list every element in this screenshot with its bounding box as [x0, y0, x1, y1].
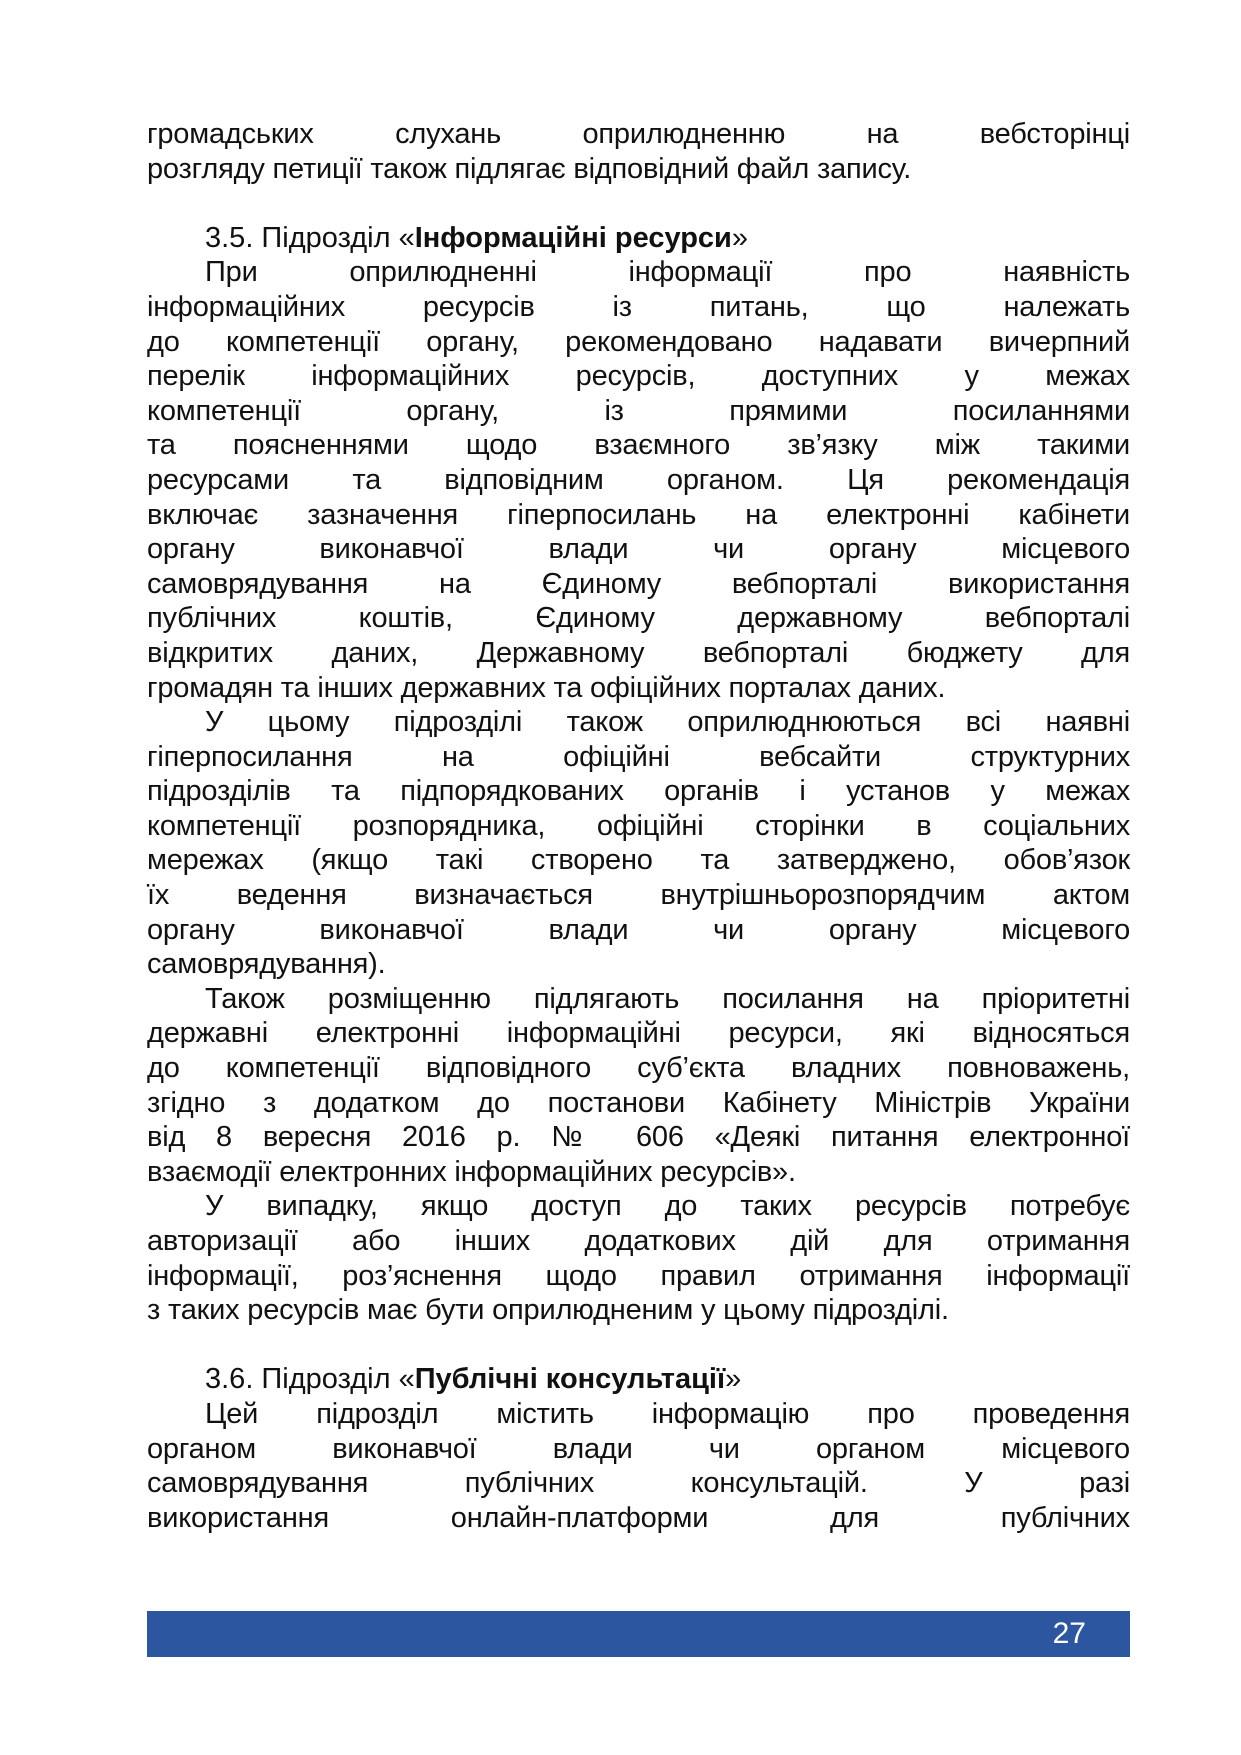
text-line: При оприлюдненні інформації про наявність: [205, 256, 1130, 289]
text-line: згідно з додатком до постанови Кабінету Міністрів України: [147, 1086, 1130, 1119]
text-line: від 8 вересня 2016 р. № 606 «Деякі питання електронної: [147, 1121, 1130, 1154]
footer-bar: [147, 1611, 1130, 1657]
text-line: інформації, роз’яснення щодо правил отримання інформації: [147, 1259, 1130, 1292]
heading-suffix: »: [725, 1363, 742, 1396]
text-line: перелік інформаційних ресурсів, доступних у межах: [147, 360, 1130, 393]
paragraph: [147, 1397, 1130, 1535]
text-line: включає зазначення гіперпосилань на електронні кабінети: [147, 498, 1130, 531]
text-line: самоврядування).: [147, 948, 386, 981]
text-line: мережах (якщо такі створено та затверджено, обов’язок: [147, 844, 1130, 877]
text-line: розгляду петиції також підлягає відповідний файл запису.: [147, 152, 912, 185]
text-line: інформаційних ресурсів із питань, що належать: [147, 290, 1130, 323]
text-line: використання онлайн-платформи для публічних: [147, 1501, 1130, 1534]
text-line: самоврядування публічних консультацій. У разі: [147, 1467, 1130, 1500]
text-line: Цей підрозділ містить інформацію про проведення: [205, 1397, 1130, 1430]
text-line: Також розміщенню підлягають посилання на пріоритетні: [205, 982, 1130, 1015]
spacer: [147, 186, 1130, 221]
text-line: їх ведення визначається внутрішньорозпорядчим актом: [147, 879, 1130, 912]
heading-title: Інформаційні ресурси: [414, 221, 732, 254]
text-line: відкритих даних, Державному вебпорталі бюджету для: [147, 636, 1130, 669]
document-page: [147, 117, 1130, 1535]
text-line: та поясненнями щодо взаємного зв’язку між такими: [147, 429, 1130, 462]
text-line: самоврядування на Єдиному вебпорталі використання: [147, 567, 1130, 600]
paragraph: [147, 1189, 1130, 1327]
text-line: органом виконавчої влади чи органом місцевого: [147, 1432, 1130, 1465]
text-line: органу виконавчої влади чи органу місцевого: [147, 533, 1130, 566]
text-line: У випадку, якщо доступ до таких ресурсів потребує: [205, 1190, 1130, 1223]
heading-prefix: 3.6. Підрозділ «: [205, 1363, 415, 1396]
heading-title: Публічні консультації: [414, 1363, 726, 1396]
text-line: гіперпосилання на офіційні вебсайти структурних: [147, 740, 1130, 773]
heading-suffix: »: [731, 221, 749, 254]
text-line: публічних коштів, Єдиному державному вебпорталі: [147, 602, 1130, 635]
section-heading-3-5: [147, 221, 1130, 256]
heading-prefix: 3.5. Підрозділ «: [205, 221, 415, 254]
page-number: 27: [1052, 1617, 1086, 1650]
text-line: підрозділів та підпорядкованих органів і установ у межах: [147, 775, 1130, 808]
paragraph: [147, 255, 1130, 705]
paragraph: [147, 705, 1130, 982]
text-line: з таких ресурсів має бути оприлюдненим у цьому підрозділі.: [147, 1294, 949, 1327]
text-line: авторизації або інших додаткових дій для отримання: [147, 1225, 1130, 1257]
text-line: ресурсами та відповідним органом. Ця рекомендація: [147, 463, 1130, 496]
text-line: компетенції розпорядника, офіційні сторінки в соціальних: [147, 809, 1130, 842]
text-line: громадських слухань оприлюдненню на вебсторінці: [147, 118, 1130, 150]
text-line: громадян та інших державних та офіційних порталах даних.: [147, 671, 946, 704]
text-line: державні електронні інформаційні ресурси, які відносяться: [147, 1017, 1130, 1050]
text-line: до компетенції відповідного суб’єкта владних повноважень,: [147, 1052, 1130, 1085]
spacer: [147, 1328, 1130, 1363]
text-line: компетенції органу, із прямими посиланнями: [147, 394, 1130, 427]
section-heading-3-6: [147, 1362, 1130, 1397]
text-line: органу виконавчої влади чи органу місцевого: [147, 913, 1130, 946]
text-line: взаємодії електронних інформаційних ресурсів».: [147, 1155, 796, 1188]
paragraph: [147, 982, 1130, 1190]
text-line: У цьому підрозділі також оприлюднюються всі наявні: [205, 706, 1130, 739]
text-line: до компетенції органу, рекомендовано надавати вичерпний: [147, 325, 1130, 358]
